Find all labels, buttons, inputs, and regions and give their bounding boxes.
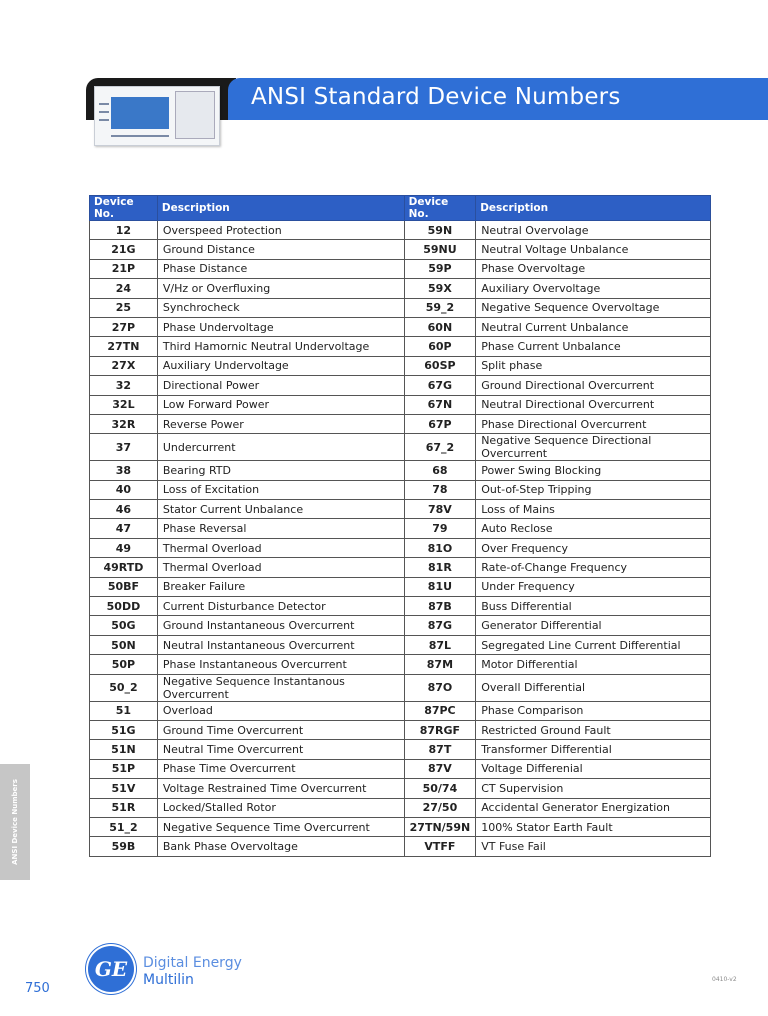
device-number: 87L (404, 635, 476, 654)
device-description: Ground Instantaneous Overcurrent (157, 616, 404, 635)
device-number: 87V (404, 759, 476, 778)
table-row (90, 434, 711, 461)
device-number: 12 (90, 221, 158, 240)
table-row (90, 414, 711, 433)
device-number: VTFF (404, 837, 476, 856)
device-description: Phase Reversal (157, 519, 404, 538)
device-description: Auxiliary Overvoltage (476, 279, 711, 298)
table-row (90, 798, 711, 817)
table-row (90, 259, 711, 278)
device-description: Auxiliary Undervoltage (157, 356, 404, 375)
relay-line (99, 111, 109, 113)
device-description: Loss of Mains (476, 500, 711, 519)
device-description: Phase Undervoltage (157, 317, 404, 336)
relay-line (111, 135, 169, 137)
header-device-no: Device No. (404, 196, 476, 221)
device-description: Current Disturbance Detector (157, 597, 404, 616)
device-number: 50G (90, 616, 158, 635)
relay-line (99, 103, 109, 105)
device-number: 27/50 (404, 798, 476, 817)
device-description: Phase Distance (157, 259, 404, 278)
table-row (90, 337, 711, 356)
device-number: 51_2 (90, 817, 158, 836)
device-number: 37 (90, 434, 158, 461)
device-description: Restricted Ground Fault (476, 720, 711, 739)
device-description: Power Swing Blocking (476, 461, 711, 480)
device-number: 50N (90, 635, 158, 654)
page-number: 750 (25, 981, 50, 996)
table-row (90, 701, 711, 720)
table-row (90, 376, 711, 395)
device-description: Locked/Stalled Rotor (157, 798, 404, 817)
device-number: 67G (404, 376, 476, 395)
device-number: 50BF (90, 577, 158, 596)
header-device-no: Device No. (90, 196, 158, 221)
device-description: VT Fuse Fail (476, 837, 711, 856)
table-row (90, 298, 711, 317)
device-number: 50_2 (90, 674, 158, 701)
device-description: Over Frequency (476, 538, 711, 557)
device-number: 51V (90, 779, 158, 798)
device-number: 78V (404, 500, 476, 519)
side-tab-label: ANSI Device Numbers (11, 779, 19, 865)
device-number: 51G (90, 720, 158, 739)
device-number: 60SP (404, 356, 476, 375)
device-description: Neutral Instantaneous Overcurrent (157, 635, 404, 654)
device-number: 32L (90, 395, 158, 414)
device-description: Buss Differential (476, 597, 711, 616)
device-description: Negative Sequence Overvoltage (476, 298, 711, 317)
device-number: 87B (404, 597, 476, 616)
device-number: 59X (404, 279, 476, 298)
device-description: Directional Power (157, 376, 404, 395)
table-row (90, 240, 711, 259)
device-description: Thermal Overload (157, 538, 404, 557)
device-number: 25 (90, 298, 158, 317)
device-description: Bank Phase Overvoltage (157, 837, 404, 856)
device-description: Negative Sequence Instantanous Overcurrent (157, 674, 404, 701)
device-description: Phase Current Unbalance (476, 337, 711, 356)
table-row (90, 635, 711, 654)
device-number: 27TN (90, 337, 158, 356)
device-description: Neutral Current Unbalance (476, 317, 711, 336)
brand-line1: Digital Energy (143, 955, 242, 971)
table-row (90, 395, 711, 414)
device-number: 24 (90, 279, 158, 298)
device-number: 78 (404, 480, 476, 499)
header-description: Description (157, 196, 404, 221)
table-row (90, 759, 711, 778)
device-description: Phase Time Overcurrent (157, 759, 404, 778)
device-description: Negative Sequence Time Overcurrent (157, 817, 404, 836)
device-description: Phase Overvoltage (476, 259, 711, 278)
device-description: Neutral Time Overcurrent (157, 740, 404, 759)
device-number: 59NU (404, 240, 476, 259)
device-description: Phase Instantaneous Overcurrent (157, 655, 404, 674)
table-row (90, 480, 711, 499)
device-description: Overload (157, 701, 404, 720)
device-description: Ground Distance (157, 240, 404, 259)
device-description: Generator Differential (476, 616, 711, 635)
device-number: 67N (404, 395, 476, 414)
device-number: 79 (404, 519, 476, 538)
header-description: Description (476, 196, 711, 221)
device-number: 87M (404, 655, 476, 674)
table-row (90, 461, 711, 480)
device-number: 67P (404, 414, 476, 433)
device-description: Voltage Restrained Time Overcurrent (157, 779, 404, 798)
relay-screen (111, 97, 169, 129)
device-number: 51 (90, 701, 158, 720)
table-row (90, 740, 711, 759)
device-number: 46 (90, 500, 158, 519)
device-description: 100% Stator Earth Fault (476, 817, 711, 836)
device-description: Voltage Differenial (476, 759, 711, 778)
device-number: 59N (404, 221, 476, 240)
relay-product-image (94, 86, 220, 146)
device-description: Phase Comparison (476, 701, 711, 720)
table-row (90, 817, 711, 836)
device-description: Overall Differential (476, 674, 711, 701)
table-row (90, 221, 711, 240)
relay-panel (175, 91, 215, 139)
device-description: Undercurrent (157, 434, 404, 461)
device-number: 50DD (90, 597, 158, 616)
device-number: 27X (90, 356, 158, 375)
device-description: Breaker Failure (157, 577, 404, 596)
device-number: 60P (404, 337, 476, 356)
device-description: Under Frequency (476, 577, 711, 596)
device-description: Motor Differential (476, 655, 711, 674)
device-description: Neutral Overvolage (476, 221, 711, 240)
device-number: 49RTD (90, 558, 158, 577)
device-description: Ground Time Overcurrent (157, 720, 404, 739)
device-number: 67_2 (404, 434, 476, 461)
device-description: Ground Directional Overcurrent (476, 376, 711, 395)
device-description: Overspeed Protection (157, 221, 404, 240)
device-description: Phase Directional Overcurrent (476, 414, 711, 433)
device-number: 59B (90, 837, 158, 856)
device-number: 81R (404, 558, 476, 577)
device-description: Auto Reclose (476, 519, 711, 538)
page-title: ANSI Standard Device Numbers (251, 84, 621, 110)
relay-line (99, 119, 109, 121)
device-description: Accidental Generator Energization (476, 798, 711, 817)
brand-line2: Multilin (143, 972, 194, 988)
device-description: Negative Sequence Directional Overcurrent (476, 434, 711, 461)
device-description: Thermal Overload (157, 558, 404, 577)
device-number: 50/74 (404, 779, 476, 798)
device-number: 81O (404, 538, 476, 557)
device-description: Synchrocheck (157, 298, 404, 317)
device-number: 27P (90, 317, 158, 336)
device-description: Loss of Excitation (157, 480, 404, 499)
device-number: 50P (90, 655, 158, 674)
device-number: 51P (90, 759, 158, 778)
table-row (90, 356, 711, 375)
device-numbers-table (89, 195, 711, 857)
table-row (90, 674, 711, 701)
device-number: 68 (404, 461, 476, 480)
device-description: Stator Current Unbalance (157, 500, 404, 519)
ge-logo (88, 946, 134, 992)
device-number: 60N (404, 317, 476, 336)
device-number: 51R (90, 798, 158, 817)
device-description: Neutral Directional Overcurrent (476, 395, 711, 414)
ge-logo-text: GE (94, 957, 128, 981)
device-description: V/Hz or Overfluxing (157, 279, 404, 298)
device-number: 51N (90, 740, 158, 759)
device-description: Out-of-Step Tripping (476, 480, 711, 499)
table-row (90, 519, 711, 538)
table-row (90, 720, 711, 739)
table-row (90, 317, 711, 336)
table-row (90, 779, 711, 798)
device-number: 40 (90, 480, 158, 499)
table-row (90, 577, 711, 596)
device-number: 32 (90, 376, 158, 395)
device-description: Bearing RTD (157, 461, 404, 480)
table-row (90, 597, 711, 616)
device-number: 59P (404, 259, 476, 278)
device-number: 87RGF (404, 720, 476, 739)
table-row (90, 558, 711, 577)
device-number: 87O (404, 674, 476, 701)
device-number: 38 (90, 461, 158, 480)
device-number: 21G (90, 240, 158, 259)
device-number: 59_2 (404, 298, 476, 317)
table-row (90, 837, 711, 856)
device-number: 21P (90, 259, 158, 278)
side-tab (0, 764, 30, 880)
table-row (90, 279, 711, 298)
table-row (90, 655, 711, 674)
table-row (90, 616, 711, 635)
device-description: Rate-of-Change Frequency (476, 558, 711, 577)
device-number: 49 (90, 538, 158, 557)
device-description: Split phase (476, 356, 711, 375)
device-description: Transformer Differential (476, 740, 711, 759)
device-number: 27TN/59N (404, 817, 476, 836)
device-number: 32R (90, 414, 158, 433)
device-description: Low Forward Power (157, 395, 404, 414)
device-number: 87PC (404, 701, 476, 720)
device-description: Neutral Voltage Unbalance (476, 240, 711, 259)
document-code: 0410-v2 (712, 976, 737, 983)
device-description: Segregated Line Current Differential (476, 635, 711, 654)
device-description: CT Supervision (476, 779, 711, 798)
device-description: Reverse Power (157, 414, 404, 433)
device-description: Third Hamornic Neutral Undervoltage (157, 337, 404, 356)
table-row (90, 500, 711, 519)
device-number: 87T (404, 740, 476, 759)
device-number: 81U (404, 577, 476, 596)
device-number: 87G (404, 616, 476, 635)
table-row (90, 538, 711, 557)
device-number: 47 (90, 519, 158, 538)
table-header-row (90, 196, 711, 221)
